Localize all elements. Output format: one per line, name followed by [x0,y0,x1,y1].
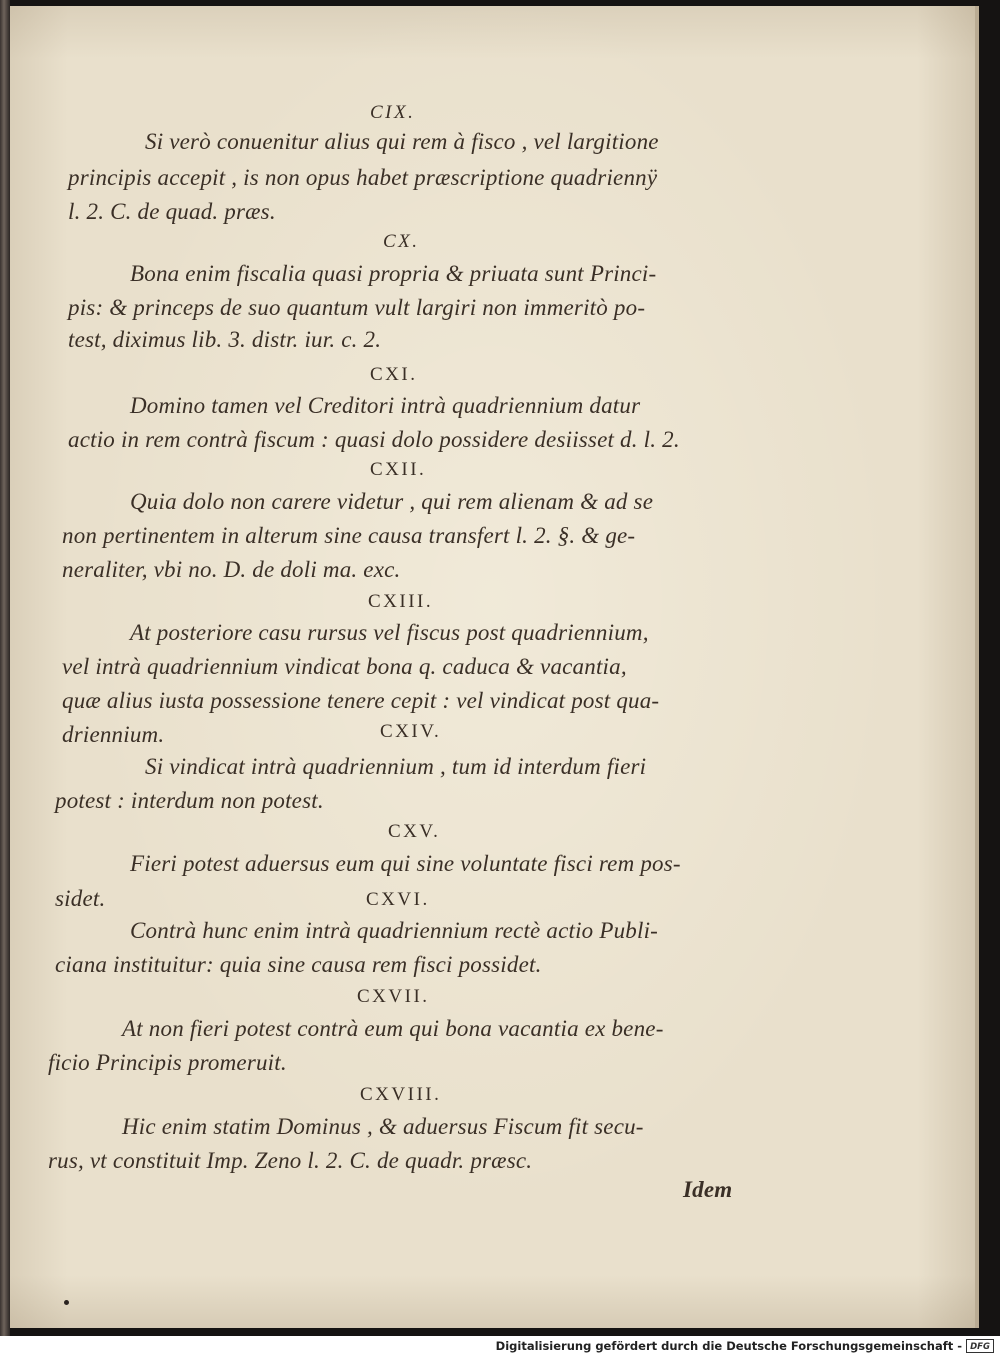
dfg-logo-icon: DFG [966,1339,994,1353]
text-line: Quia dolo non carere videtur , qui rem alienam & ad se [130,489,654,514]
text-line: ciana instituitur: quia sine causa rem fisci possidet. [55,952,542,977]
text-line: Si vindicat intrà quadriennium , tum id interdum fieri [145,754,647,779]
section-heading-cxiii: CXIII. [368,591,434,612]
dust-speck [64,1300,69,1305]
text-line: driennium. [62,722,165,747]
section-heading-cxv: CXV. [388,821,441,842]
footer-bar [0,1336,1000,1357]
catchword: Idem [683,1177,733,1202]
page-edge [975,6,979,1328]
text-line: At non fieri potest contrà eum qui bona vacantia ex bene- [122,1016,664,1041]
text-line: quæ alius iusta possessione tenere cepit : vel vindicat post qua- [62,688,660,713]
funding-notice: Digitalisierung gefördert durch die Deutsche Forschungsgemeinschaft - [495,1339,962,1353]
text-line: vel intrà quadriennium vindicat bona q. caduca & vacantia, [62,654,627,679]
text-line: Si verò conuenitur alius qui rem à fisco , vel largitione [145,129,659,154]
text-line: ficio Principis promeruit. [48,1050,287,1075]
section-heading-cxvi: CXVI. [366,889,430,910]
section-heading-cx: CX. [383,231,420,252]
text-line: neraliter, vbi no. D. de doli ma. exc. [62,557,401,582]
text-line: potest : interdum non potest. [55,788,324,813]
text-line: pis: & princeps de suo quantum vult largiri non immeritò po- [68,295,646,320]
text-line: Domino tamen vel Creditori intrà quadriennium datur [130,393,641,418]
section-heading-cxviii: CXVIII. [360,1084,442,1105]
text-line: Bona enim fiscalia quasi propria & priuata sunt Princi- [130,261,657,286]
text-line: Hic enim statim Dominus , & aduersus Fiscum fit secu- [122,1114,644,1139]
text-line: l. 2. C. de quad. præs. [68,199,276,224]
text-line: Fieri potest aduersus eum qui sine voluntate fisci rem pos- [130,851,681,876]
section-heading-cxiv: CXIV. [380,721,442,742]
section-heading-cxi: CXI. [370,364,418,385]
text-line: sidet. [55,886,106,911]
text-line: non pertinentem in alterum sine causa transfert l. 2. §. & ge- [62,523,636,548]
text-line: principis accepit , is non opus habet præscriptione quadriennÿ [68,165,658,190]
text-line: At posteriore casu rursus vel fiscus post quadriennium, [130,620,649,645]
section-heading-cix: CIX. [370,102,416,123]
section-heading-cxii: CXII. [370,459,427,480]
text-line: rus, vt constituit Imp. Zeno l. 2. C. de quadr. præsc. [48,1148,533,1173]
text-line: actio in rem contrà fiscum : quasi dolo possidere desiisset d. l. 2. [68,427,680,452]
text-line: test, diximus lib. 3. distr. iur. c. 2. [68,327,382,352]
text-line: Contrà hunc enim intrà quadriennium rectè actio Publi- [130,918,659,943]
section-heading-cxvii: CXVII. [357,986,430,1007]
book-spine-edge [0,0,10,1336]
